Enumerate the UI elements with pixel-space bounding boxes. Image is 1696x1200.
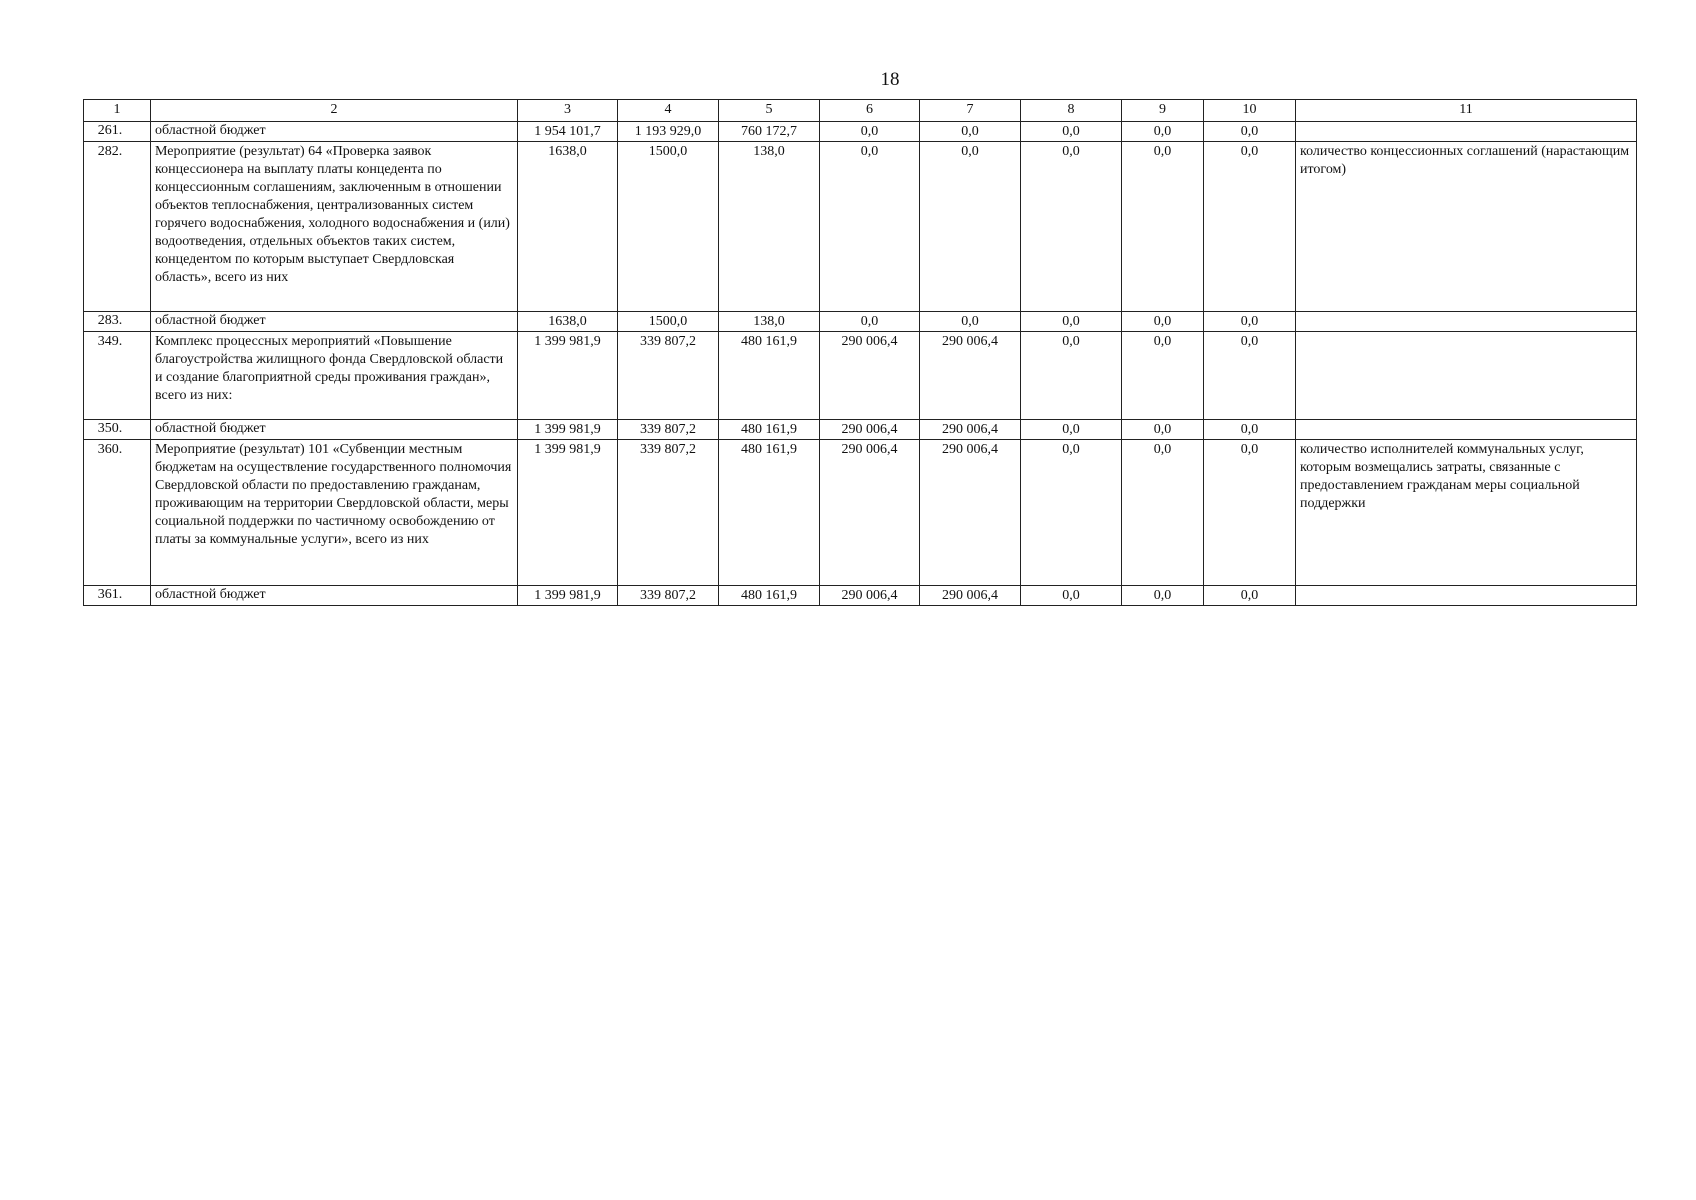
- row-indicator: [1296, 332, 1637, 420]
- value-col8: 0,0: [1021, 312, 1122, 332]
- value-col3: 1638,0: [518, 142, 618, 312]
- value-col6: 0,0: [820, 312, 920, 332]
- row-name: Мероприятие (результат) 64 «Проверка заявок концессионера на выплату платы концедента по концессионным соглашениям, заключенным в отношении объектов теплоснабжения, централизованных систем горячего водоснабжения, холодного водоснабжения и (или) водоотведения, отдельных объектов таких систем, концедентом по которым выступает Свердловская область», всего из них: [151, 142, 518, 312]
- row-indicator: [1296, 420, 1637, 440]
- value-col5: 480 161,9: [719, 332, 820, 420]
- value-col4: 339 807,2: [618, 440, 719, 586]
- value-col7: 290 006,4: [920, 440, 1021, 586]
- value-col7: 290 006,4: [920, 332, 1021, 420]
- table-row: [84, 142, 1637, 312]
- table-row: [84, 122, 1637, 142]
- row-indicator: [1296, 312, 1637, 332]
- value-col3: 1 954 101,7: [518, 122, 618, 142]
- row-name: Мероприятие (результат) 101 «Субвенции местным бюджетам на осуществление государственного полномочия Свердловской области по предоставлению гражданам, проживающим на территории Свердловской области, меры социальной поддержки по частичному освобождению от платы за коммунальные услуги», всего из них: [151, 440, 518, 586]
- column-header: 11: [1296, 100, 1637, 122]
- column-header: 6: [820, 100, 920, 122]
- table-row: [84, 440, 1637, 586]
- value-col6: 290 006,4: [820, 586, 920, 606]
- value-col5: 760 172,7: [719, 122, 820, 142]
- column-header: 10: [1204, 100, 1296, 122]
- value-col9: 0,0: [1122, 586, 1204, 606]
- value-col10: 0,0: [1204, 586, 1296, 606]
- value-col4: 1 193 929,0: [618, 122, 719, 142]
- value-col8: 0,0: [1021, 440, 1122, 586]
- value-col5: 138,0: [719, 142, 820, 312]
- table-row: [84, 312, 1637, 332]
- value-col10: 0,0: [1204, 122, 1296, 142]
- column-header: 9: [1122, 100, 1204, 122]
- table-body: [84, 122, 1637, 606]
- value-col8: 0,0: [1021, 420, 1122, 440]
- row-indicator: количество исполнителей коммунальных услуг, которым возмещались затраты, связанные с предоставлением гражданам меры социальной поддержки: [1296, 440, 1637, 586]
- column-header: 2: [151, 100, 518, 122]
- value-col10: 0,0: [1204, 332, 1296, 420]
- row-number: 282.: [84, 142, 151, 312]
- column-header: 4: [618, 100, 719, 122]
- value-col5: 480 161,9: [719, 440, 820, 586]
- value-col6: 0,0: [820, 122, 920, 142]
- value-col5: 480 161,9: [719, 420, 820, 440]
- table-header: [84, 100, 1637, 122]
- value-col4: 339 807,2: [618, 586, 719, 606]
- value-col7: 0,0: [920, 122, 1021, 142]
- value-col8: 0,0: [1021, 586, 1122, 606]
- value-col3: 1 399 981,9: [518, 332, 618, 420]
- value-col9: 0,0: [1122, 332, 1204, 420]
- value-col8: 0,0: [1021, 122, 1122, 142]
- value-col7: 290 006,4: [920, 420, 1021, 440]
- value-col8: 0,0: [1021, 332, 1122, 420]
- row-number: 350.: [84, 420, 151, 440]
- value-col7: 0,0: [920, 312, 1021, 332]
- row-number: 360.: [84, 440, 151, 586]
- value-col6: 0,0: [820, 142, 920, 312]
- value-col7: 290 006,4: [920, 586, 1021, 606]
- row-name: областной бюджет: [151, 312, 518, 332]
- value-col7: 0,0: [920, 142, 1021, 312]
- value-col3: 1 399 981,9: [518, 586, 618, 606]
- value-col10: 0,0: [1204, 420, 1296, 440]
- row-name: областной бюджет: [151, 122, 518, 142]
- value-col4: 1500,0: [618, 312, 719, 332]
- budget-table: [83, 99, 1637, 606]
- value-col6: 290 006,4: [820, 440, 920, 586]
- row-name: Комплекс процессных мероприятий «Повышение благоустройства жилищного фонда Свердловской области и создание благоприятной среды проживания граждан», всего из них:: [151, 332, 518, 420]
- value-col9: 0,0: [1122, 420, 1204, 440]
- value-col8: 0,0: [1021, 142, 1122, 312]
- value-col4: 339 807,2: [618, 332, 719, 420]
- value-col3: 1638,0: [518, 312, 618, 332]
- value-col3: 1 399 981,9: [518, 420, 618, 440]
- table-row: [84, 586, 1637, 606]
- row-number: 261.: [84, 122, 151, 142]
- value-col6: 290 006,4: [820, 332, 920, 420]
- value-col10: 0,0: [1204, 440, 1296, 586]
- row-indicator: [1296, 122, 1637, 142]
- value-col10: 0,0: [1204, 142, 1296, 312]
- value-col5: 480 161,9: [719, 586, 820, 606]
- row-number: 283.: [84, 312, 151, 332]
- column-header: 3: [518, 100, 618, 122]
- value-col4: 339 807,2: [618, 420, 719, 440]
- row-name: областной бюджет: [151, 586, 518, 606]
- value-col9: 0,0: [1122, 440, 1204, 586]
- header-row: [84, 100, 1637, 122]
- value-col9: 0,0: [1122, 312, 1204, 332]
- column-header: 8: [1021, 100, 1122, 122]
- row-name: областной бюджет: [151, 420, 518, 440]
- table-row: [84, 420, 1637, 440]
- column-header: 7: [920, 100, 1021, 122]
- value-col10: 0,0: [1204, 312, 1296, 332]
- column-header: 5: [719, 100, 820, 122]
- row-indicator: [1296, 586, 1637, 606]
- column-header: 1: [84, 100, 151, 122]
- row-number: 361.: [84, 586, 151, 606]
- row-number: 349.: [84, 332, 151, 420]
- table-row: [84, 332, 1637, 420]
- value-col4: 1500,0: [618, 142, 719, 312]
- value-col6: 290 006,4: [820, 420, 920, 440]
- value-col9: 0,0: [1122, 122, 1204, 142]
- value-col5: 138,0: [719, 312, 820, 332]
- page-number: 18: [880, 69, 900, 90]
- value-col9: 0,0: [1122, 142, 1204, 312]
- row-indicator: количество концессионных соглашений (нарастающим итогом): [1296, 142, 1637, 312]
- value-col3: 1 399 981,9: [518, 440, 618, 586]
